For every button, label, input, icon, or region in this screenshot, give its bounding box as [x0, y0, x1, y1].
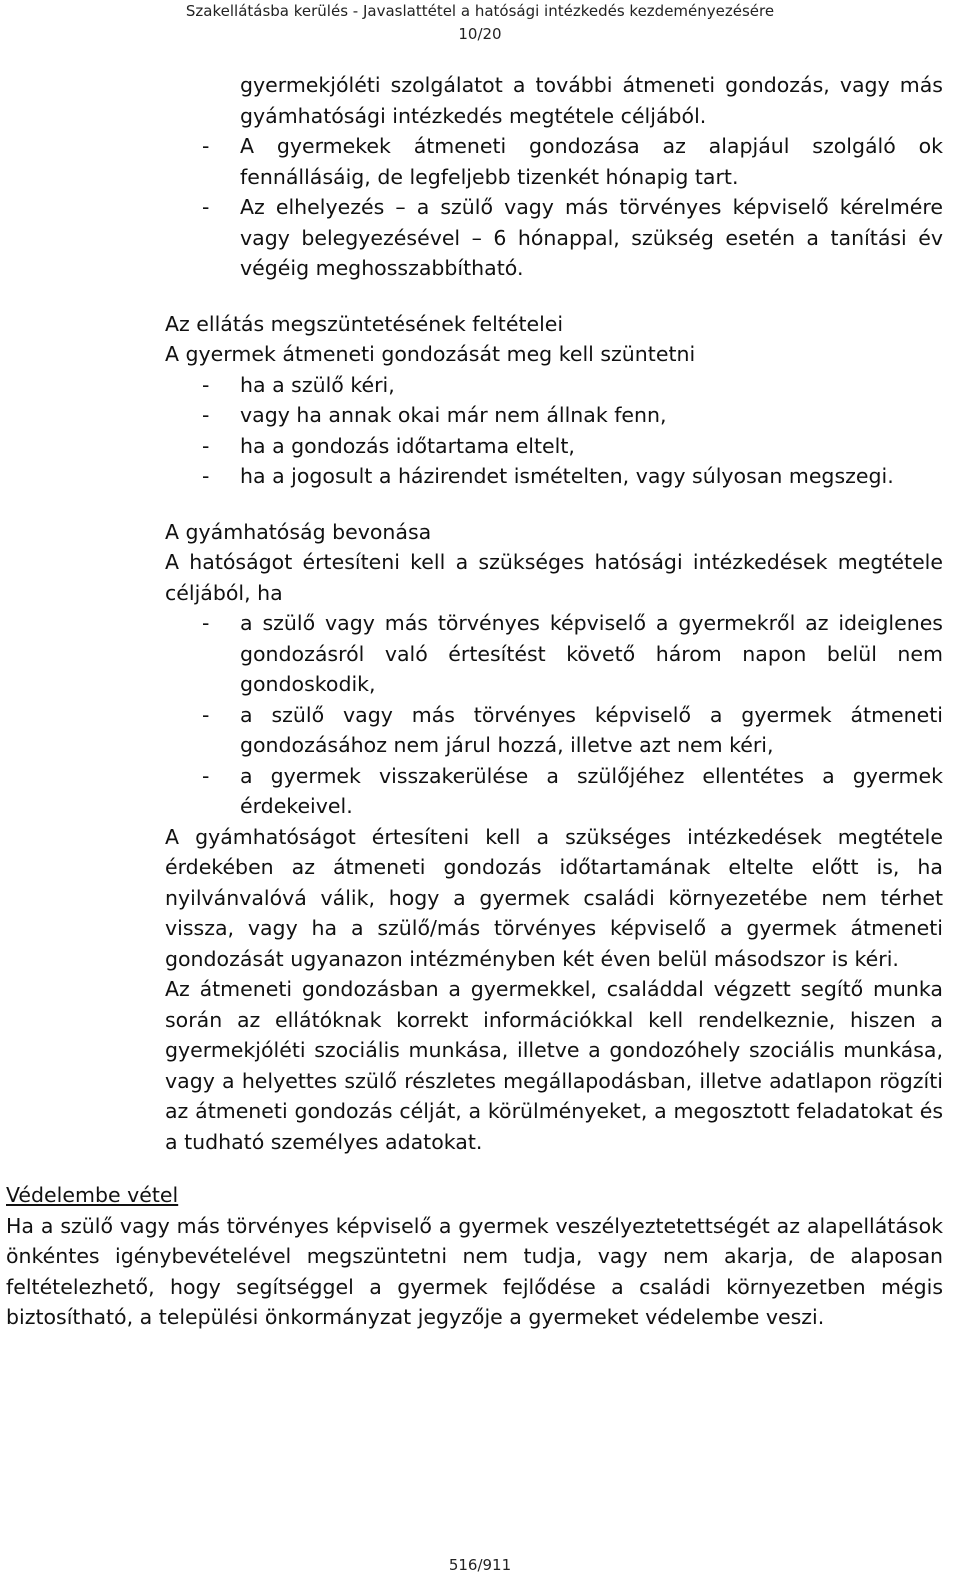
bullet-dash: - — [202, 403, 210, 427]
paragraph: A gyámhatóságot értesíteni kell a szükséges intézkedések megtétele érdekében az átmeneti gondozás időtartamának eltelte előtt is, ha nyilvánvalóvá válik, hogy a gyermek családi környezetébe nem térhet vissza, vagy ha a szülő/más törvényes képviselő a gyermek átmeneti gondozását ugyanazon intézményben két éven belül másodszor is kéri. — [165, 824, 943, 971]
list-item-text: a gyermek visszakerülése a szülőjéhez ellentétes a gyermek érdekeivel. — [240, 763, 943, 818]
list-item — [202, 370, 943, 401]
page-counter: 10/20 — [458, 25, 502, 43]
bullet-dash: - — [202, 464, 210, 488]
bullet-dash: - — [202, 134, 210, 158]
bullet-dash: - — [202, 611, 210, 635]
list-item — [202, 192, 943, 284]
list-item-text: Az elhelyezés – a szülő vagy más törvényes képviselő kérelmére vagy belegyezésével – 6 hónappal, szükség esetén a tanítási év végéig meghosszabbítható. — [240, 195, 943, 280]
list-item — [202, 431, 943, 462]
bullet-dash: - — [202, 195, 210, 219]
list-item — [202, 400, 943, 431]
section-heading: Az ellátás megszüntetésének feltételei — [165, 311, 564, 336]
page-footer — [0, 1556, 960, 1574]
list-item-text: ha a jogosult a házirendet ismételten, vagy súlyosan megszegi. — [240, 464, 894, 488]
section-heading — [6, 1180, 943, 1211]
section-lead: A hatóságot értesíteni kell a szükséges hatósági intézkedések megtétele céljából, ha — [165, 550, 943, 605]
list-item — [202, 131, 943, 192]
list-item — [202, 608, 943, 700]
paragraph: Ha a szülő vagy más törvényes képviselő a gyermek veszélyeztetettségét az alapellátások önkéntes igénybevételével megszüntetni nem tudja, vagy nem akarja, de alaposan feltételezhető, hogy segítséggel a gyermek fejlődése a családi környezetben mégis biztosítható, a települési önkormányzat jegyzője a gyermeket védelembe veszi. — [6, 1213, 943, 1329]
section-lead: A gyermek átmeneti gondozását meg kell szüntetni — [165, 342, 696, 366]
list-item — [202, 700, 943, 761]
list-item-text: A gyermekek átmeneti gondozása az alapjául szolgáló ok fennállásáig, de legfeljebb tizenkét hónapig tart. — [240, 134, 943, 189]
paragraph: Az átmeneti gondozásban a gyermekkel, családdal végzett segítő munka során az ellátóknak korrekt információkkal kell rendelkeznie, hiszen a gyermekjóléti szociális munkása, illetve a gondozóhely szociális munkása, vagy a helyettes szülő részletes megállapodásban, illetve adatlapon rögzíti az átmeneti gondozás célját, a körülményeket, a megosztott feladatokat és a tudható személyes adatokat. — [165, 977, 943, 1154]
list-item-text: vagy ha annak okai már nem állnak fenn, — [240, 403, 667, 427]
document-body — [0, 70, 960, 1333]
bullet-dash: - — [202, 372, 210, 397]
section-heading-text: Védelembe vétel — [6, 1183, 179, 1207]
page-number: 516/911 — [448, 1556, 512, 1574]
page-header — [0, 0, 960, 46]
list-item — [202, 761, 943, 822]
intro-continuation: gyermekjóléti szolgálatot a további átmeneti gondozás, vagy más gyámhatósági intézkedés megtétele céljából. — [240, 73, 943, 128]
list-item-text: ha a szülő kéri, — [240, 372, 395, 397]
bullet-dash: - — [202, 702, 210, 727]
list-item-text: a szülő vagy más törvényes képviselő a gyermekről az ideiglenes gondozásról való értesítést követő három napon belül nem gondoskodik, — [240, 611, 943, 696]
bullet-dash: - — [202, 763, 210, 788]
list-item — [202, 461, 943, 492]
document-title: Szakellátásba kerülés - Javaslattétel a hatósági intézkedés kezdeményezésére — [185, 2, 775, 20]
list-item-text: ha a gondozás időtartama eltelt, — [240, 433, 575, 458]
bullet-dash: - — [202, 433, 210, 458]
section-heading: A gyámhatóság bevonása — [165, 519, 432, 544]
list-item-text: a szülő vagy más törvényes képviselő a gyermek átmeneti gondozásához nem járul hozzá, illetve azt nem kéri, — [240, 702, 943, 757]
